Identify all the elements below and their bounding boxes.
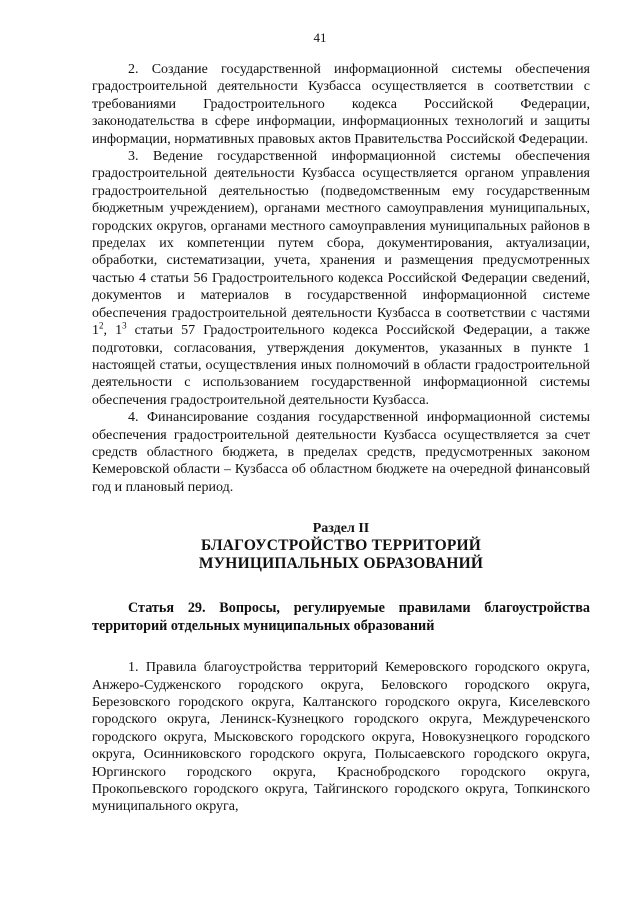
- superscript-2: 2: [99, 320, 104, 331]
- page-content: [92, 61, 590, 816]
- article-paragraph-1: 1. Правила благоустройства территорий Кемеровского городского округа, Анжеро-Судженского городского округа, Беловского городского округа, Березовского городского округа, Калтанского городского округа, Киселевского городского округа, Ленинск-Кузнецкого городского округа, Междуреченского городского округа, Мысковского городского округа, Новокузнецкого городского округа, Осинниковского городского округа, Полысаевского городского округа, Юргинского городского округа, Краснобродского городского округа, Прокопьевского городского округа, Тайгинского городского округа, Топкинского муниципального округа,: [92, 660, 590, 815]
- article-heading: Статья 29. Вопросы, регулируемые правилами благоустройства территорий отдельных муниципальных образований: [92, 600, 590, 635]
- paragraph-2: 2. Создание государственной информационной системы обеспечения градостроительной деятельности Кузбасса осуществляется в соответствии с требованиями Градостроительного кодекса Российской Федерации, законодательства в сфере информации, информационных технологий и защиты информации, нормативных правовых актов Правительства Российской Федерации.: [92, 62, 590, 147]
- page-number: 41: [313, 30, 327, 45]
- paragraph-3-text-c: статьи 57 Градостроительного кодекса Российской Федерации, а также подготовки, согласования, утверждения документов, указанных в пункте 1 настоящей статьи, осуществления иных полномочий в области градостроительной деятельности с использованием государственной информационной системы обеспечения градостроительной деятельности Кузбасса.: [92, 323, 591, 408]
- section-title-line-2: МУНИЦИПАЛЬНЫХ ОБРАЗОВАНИЙ: [198, 555, 484, 573]
- paragraph-3-text-b: , 1: [103, 323, 123, 339]
- paragraph-3: [92, 148, 590, 409]
- paragraph-4: 4. Финансирование создания государственной информационной системы обеспечения градостроительной деятельности Кузбасса осуществляется за счет средств областного бюджета, в пределах средств, предусмотренных законом Кемеровской области – Кузбасса об областном бюджете на очередной финансовый год и плановый период.: [92, 410, 590, 495]
- section-heading: [92, 520, 590, 573]
- superscript-3: 3: [122, 320, 127, 331]
- section-label: Раздел II: [312, 521, 370, 537]
- section-title-line-1: БЛАГОУСТРОЙСТВО ТЕРРИТОРИЙ: [200, 537, 482, 555]
- paragraph-3-text-a: 3. Ведение государственной информационной системы обеспечения градостроительной деятельности Кузбасса осуществляется органом управления градостроительной деятельностью (подведомственным ему государственным бюджетным учреждением), органами местного самоуправления муниципальных, городских округов, органами местного самоуправления муниципальных районов в пределах их компетенции путем сбора, документирования, актуализации, обработки, систематизации, учета, хранения и размещения предусмотренных частью 4 статьи 56 Градостроительного кодекса Российской Федерации сведений, документов и материалов в государственной информационной системе обеспечения градостроительной деятельности Кузбасса в соответствии с частями 1: [92, 149, 590, 339]
